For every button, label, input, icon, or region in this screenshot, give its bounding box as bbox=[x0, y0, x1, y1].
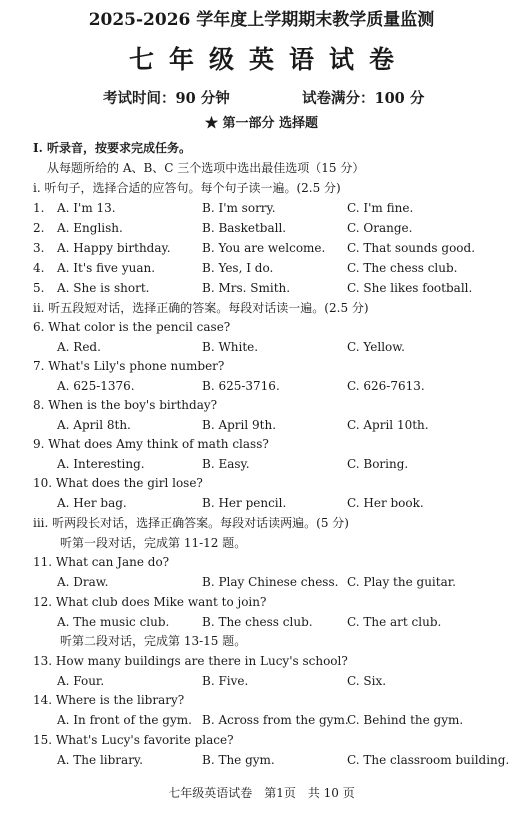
option-b: B. The chess club. bbox=[202, 615, 313, 629]
option-c: C. Orange. bbox=[347, 221, 413, 235]
question-text: 15. What's Lucy's favorite place? bbox=[33, 733, 234, 747]
option-a: A. She is short. bbox=[57, 281, 150, 295]
page-footer: 七年级英语试卷 第1页 共 10 页 bbox=[168, 786, 355, 800]
option-c: C. The art club. bbox=[347, 615, 442, 629]
option-b: B. I'm sorry. bbox=[202, 201, 276, 215]
question-text: 6. What color is the pencil case? bbox=[33, 320, 231, 334]
dialog-one-instruction: 听第一段对话，完成第 11-12 题。 bbox=[60, 536, 247, 550]
option-b: B. Basketball. bbox=[202, 221, 287, 235]
subsection-ii-heading: ii. 听五段短对话，选择正确的答案。每段对话读一遍。(2.5 分) bbox=[33, 301, 369, 315]
question-number: 2. bbox=[33, 221, 45, 235]
question-number: 5. bbox=[33, 281, 45, 295]
option-a: A. Her bag. bbox=[57, 496, 127, 510]
question-text: 7. What's Lily's phone number? bbox=[33, 359, 225, 373]
option-a: A. Red. bbox=[57, 340, 101, 354]
option-a: A. April 8th. bbox=[57, 418, 131, 432]
subsection-iii-heading: iii. 听两段长对话，选择正确答案。每段对话读两遍。(5 分) bbox=[33, 516, 349, 530]
option-b: B. Her pencil. bbox=[202, 496, 287, 510]
option-c: C. The chess club. bbox=[347, 261, 458, 275]
option-c: C. That sounds good. bbox=[347, 241, 476, 255]
option-c: C. Play the guitar. bbox=[347, 575, 456, 589]
exam-time: 考试时间：90 分钟 bbox=[103, 90, 230, 107]
option-a: A. Four. bbox=[57, 674, 105, 688]
option-c: C. Boring. bbox=[347, 457, 409, 471]
option-b: B. April 9th. bbox=[202, 418, 277, 432]
option-b: B. Easy. bbox=[202, 457, 250, 471]
option-b: B. Yes, I do. bbox=[202, 261, 274, 275]
option-c: C. The classroom building. bbox=[347, 753, 510, 767]
option-c: C. April 10th. bbox=[347, 418, 429, 432]
exam-title-line1: 2025-2026 学年度上学期期末教学质量监测 bbox=[88, 10, 435, 30]
part-title: ★ 第一部分 选择题 bbox=[204, 116, 319, 131]
option-a: A. Interesting. bbox=[57, 457, 145, 471]
dialog-two-instruction: 听第二段对话，完成第 13-15 题。 bbox=[60, 634, 247, 648]
option-c: C. She likes football. bbox=[347, 281, 473, 295]
option-c: C. Yellow. bbox=[347, 340, 405, 354]
option-c: C. I'm fine. bbox=[347, 201, 414, 215]
question-text: 13. How many buildings are there in Lucy's school? bbox=[33, 654, 348, 668]
option-a: A. English. bbox=[57, 221, 123, 235]
section-heading: I. 听录音，按要求完成任务。 bbox=[33, 141, 191, 155]
exam-full-score: 试卷满分：100 分 bbox=[302, 90, 425, 107]
question-number: 3. bbox=[33, 241, 45, 255]
question-text: 14. Where is the library? bbox=[33, 693, 185, 707]
option-a: A. Happy birthday. bbox=[57, 241, 171, 255]
subsection-i-heading: i. 听句子，选择合适的应答句。每个句子读一遍。(2.5 分) bbox=[33, 181, 341, 195]
option-a: A. The library. bbox=[57, 753, 143, 767]
option-a: A. I'm 13. bbox=[57, 201, 116, 215]
exam-title-line2: 七年级英语试卷 bbox=[128, 45, 409, 74]
option-b: B. White. bbox=[202, 340, 259, 354]
question-text: 11. What can Jane do? bbox=[33, 555, 170, 569]
option-b: B. You are welcome. bbox=[202, 241, 326, 255]
option-a: A. It's five yuan. bbox=[57, 261, 156, 275]
option-b: B. 625-3716. bbox=[202, 379, 280, 393]
option-c: C. Behind the gym. bbox=[347, 713, 464, 727]
option-b: B. The gym. bbox=[202, 753, 275, 767]
option-c: C. Six. bbox=[347, 674, 387, 688]
question-number: 4. bbox=[33, 261, 45, 275]
question-text: 8. When is the boy's birthday? bbox=[33, 398, 218, 412]
question-text: 12. What club does Mike want to join? bbox=[33, 595, 267, 609]
option-a: A. Draw. bbox=[57, 575, 109, 589]
option-a: A. The music club. bbox=[57, 615, 170, 629]
option-b: B. Across from the gym. bbox=[202, 713, 349, 727]
question-text: 10. What does the girl lose? bbox=[33, 476, 203, 490]
question-number: 1. bbox=[33, 201, 45, 215]
option-a: A. 625-1376. bbox=[57, 379, 135, 393]
option-b: B. Play Chinese chess. bbox=[202, 575, 339, 589]
section-instruction: 从每题所给的 A、B、C 三个选项中选出最佳选项（15 分） bbox=[47, 161, 365, 175]
option-a: A. In front of the gym. bbox=[57, 713, 192, 727]
option-c: C. 626-7613. bbox=[347, 379, 425, 393]
option-b: B. Five. bbox=[202, 674, 249, 688]
option-b: B. Mrs. Smith. bbox=[202, 281, 291, 295]
option-c: C. Her book. bbox=[347, 496, 424, 510]
question-text: 9. What does Amy think of math class? bbox=[33, 437, 269, 451]
